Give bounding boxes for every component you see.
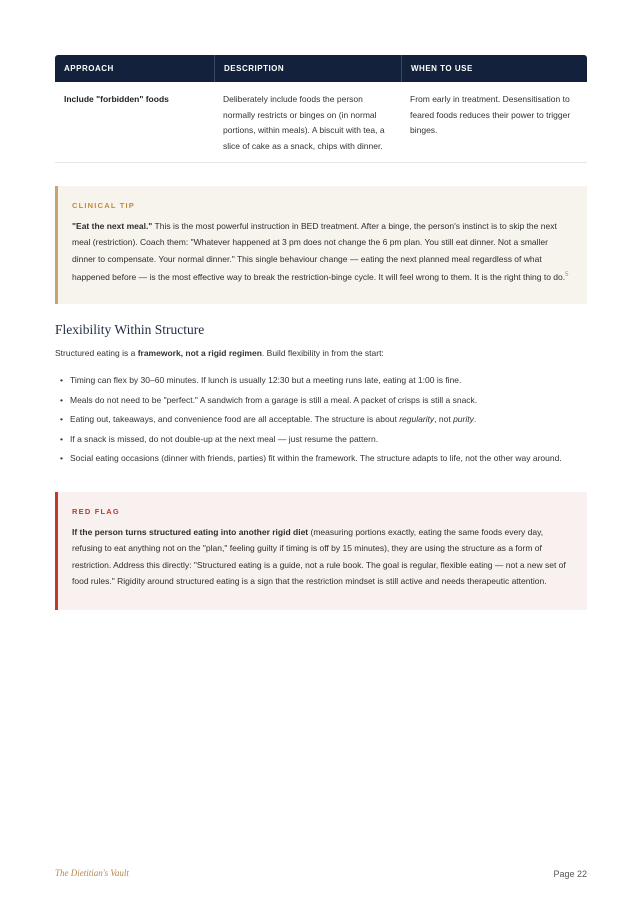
table-header [55, 55, 587, 82]
table-row [55, 82, 587, 163]
clinical-tip-body: This is the most powerful instruction in BED treatment. After a binge, the person's instinct is to skip the next meal (restriction). Coach them: "Whatever happened at 3 pm does not change the 6 pm plan. You still eat dinner. Not a smaller dinner to compensate. Your normal dinner." This single behaviour change — eating the next planned meal regardless of what happened before — is the most effective way to break the restriction-binge cycle. It will feel wrong to them. It is the right thing to do. [72, 221, 566, 282]
clinical-tip-text [72, 218, 573, 285]
cell-description: Deliberately include foods the person normally restricts or binges on (in normal portions, within meals). A biscuit with tea, a slice of cake as a snack, chips with dinner. [223, 94, 385, 151]
section-intro [55, 348, 384, 358]
approach-table [55, 55, 587, 163]
red-flag-label: RED FLAG [72, 507, 120, 516]
flexibility-list [60, 372, 580, 470]
clinical-tip-callout [55, 186, 587, 304]
intro-bold: framework, not a rigid regimen [137, 348, 262, 358]
intro-pre: Structured eating is a [55, 348, 138, 358]
list-item: • Timing can flex by 30–60 minutes. If lunch is usually 12:30 but a meeting runs late, eating at 1:00 is fine. [60, 372, 580, 388]
red-flag-callout [55, 492, 587, 610]
header-description: DESCRIPTION [214, 55, 401, 82]
list-item: • If a snack is missed, do not double-up at the next meal — just resume the pattern. [60, 431, 580, 447]
page-number: Page 22 [553, 869, 587, 879]
red-flag-lead: If the person turns structured eating into another rigid diet [72, 527, 309, 538]
list-item: • Social eating occasions (dinner with friends, parties) fit within the framework. The structure adapts to life, not the other way around. [60, 450, 580, 466]
footnote-marker[interactable]: 5 [565, 271, 569, 278]
list-item: • Meals do not need to be "perfect." A sandwich from a garage is still a meal. A packet of crisps is still a snack. [60, 392, 580, 408]
clinical-tip-lead: "Eat the next meal." [72, 221, 153, 232]
header-approach: APPROACH [64, 64, 114, 73]
cell-when-to-use: From early in treatment. Desensitisation to feared foods reduces their power to trigger binges. [410, 94, 571, 135]
bullet3-mid: , not [434, 414, 454, 424]
bullet3-em2: purity [453, 414, 474, 424]
footer-brand: The Dietitian's Vault [55, 868, 129, 878]
bullet3-em1: regularity [399, 414, 435, 424]
red-flag-body: (measuring portions exactly, eating the same foods every day, refusing to eat anything not on the "plan," feeling guilty if timing is off by 15 minutes), they are using the structure as a form of restriction. Address this directly: "Structured eating is a guide, not a rule book. The goal is regular, flexible eating — not a new set of food rules." Rigidity around structured eating is a sign that the restriction mindset is still active and needs therapeutic attention. [72, 527, 566, 586]
intro-post: . Build flexibility in from the start: [261, 348, 384, 358]
list-item [60, 411, 580, 427]
red-flag-text [72, 524, 573, 589]
bullet3-post: . [473, 414, 477, 424]
clinical-tip-label: CLINICAL TIP [72, 201, 136, 210]
bullet3-pre: Eating out, takeaways, and convenience food are all acceptable. The structure is about [70, 414, 400, 424]
cell-approach: Include "forbidden" foods [64, 94, 169, 104]
section-title: Flexibility Within Structure [55, 322, 205, 337]
header-when-to-use: WHEN TO USE [401, 55, 587, 82]
